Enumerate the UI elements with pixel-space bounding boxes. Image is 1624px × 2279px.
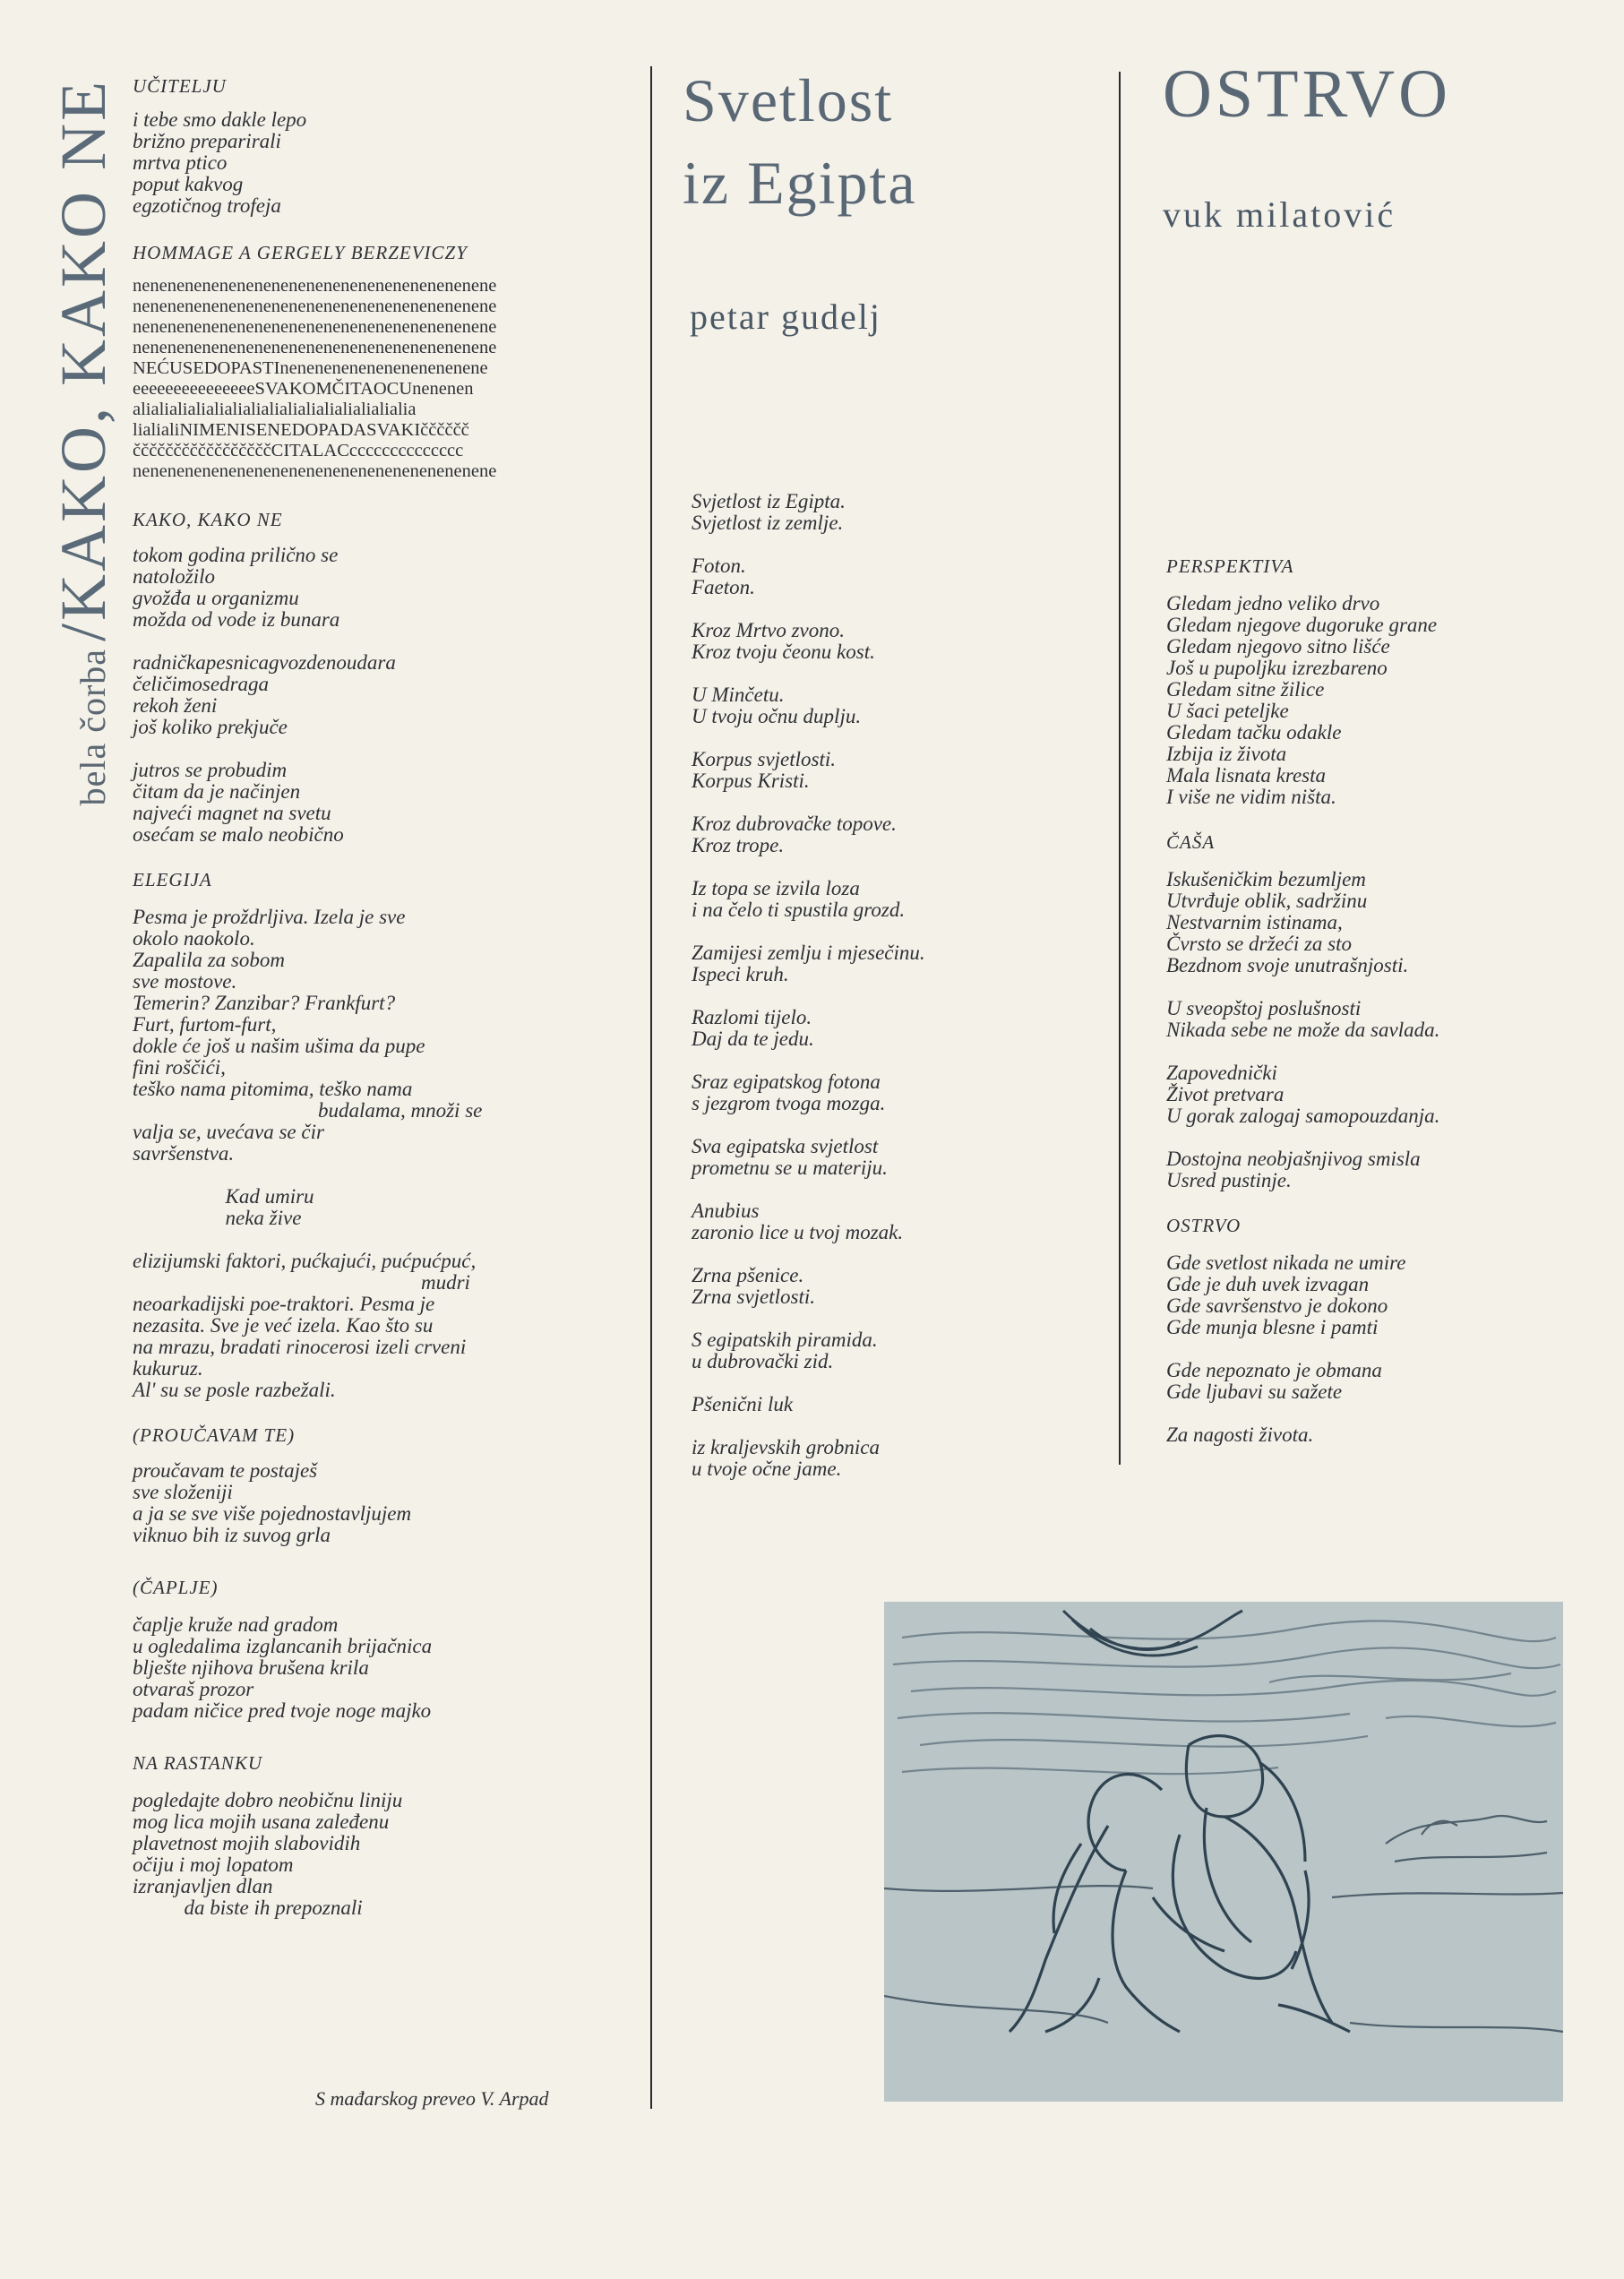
- poem-line: mudri: [133, 1271, 470, 1294]
- poem-line: Gledam njegove dugoruke grane: [1166, 614, 1438, 636]
- poem-line: Korpus Kristi.: [692, 770, 810, 792]
- stanza: [692, 1265, 1121, 1308]
- poem-line: čitam da je načinjen: [133, 780, 301, 803]
- stanza: [133, 760, 652, 846]
- translator-credit: S mađarskog preveo V. Arpad: [315, 2087, 549, 2110]
- poem-line: Kroz Mrtvo zvono.: [692, 619, 846, 641]
- stanza: [692, 1136, 1121, 1179]
- poem-line: nenenenenenenenenenenenenenenenenenenenene: [133, 338, 497, 357]
- poem-line: mog lica mojih usana zaleđenu: [133, 1810, 390, 1833]
- poem-line: egzotičnog trofeja: [133, 194, 281, 217]
- poem-line: valja se, uvećava se čir: [133, 1121, 324, 1143]
- poem-line: Zamijesi zemlju i mjesečinu.: [692, 942, 925, 964]
- poem-line: Zrna svjetlosti.: [692, 1286, 816, 1308]
- poem-line: Kad umiru: [133, 1185, 314, 1208]
- poem-line: Mala lisnata kresta: [1166, 764, 1327, 787]
- poem-line: Utvrđuje oblik, sadržinu: [1166, 890, 1368, 912]
- poem-line: Sraz egipatskog fotona: [692, 1071, 881, 1093]
- poem-line: padam ničice pred tvoje noge majko: [133, 1699, 432, 1722]
- section3-author: vuk milatović: [1163, 194, 1396, 235]
- poem-line: kukuruz.: [133, 1357, 203, 1380]
- poem-line: Iskušeničkim bezumljem: [1166, 868, 1366, 890]
- poem-line: blješte njihova brušena krila: [133, 1656, 369, 1679]
- section3-column: [1166, 555, 1596, 1469]
- poem-line: alialialialialialialialialialialialialialialia: [133, 400, 417, 419]
- poem-line: Gde munja blesne i pamti: [1166, 1316, 1379, 1338]
- poem-line: neka žive: [133, 1207, 302, 1229]
- stanza: [692, 813, 1121, 856]
- section3-title: OSTRVO: [1163, 56, 1451, 132]
- poem-line: U sveopštoj poslušnosti: [1166, 997, 1362, 1019]
- poem-line: otvaraš prozor: [133, 1678, 254, 1700]
- poem-line: Sva egipatska svjetlost: [692, 1135, 879, 1157]
- poem-line: I više ne vidim ništa.: [1166, 786, 1336, 808]
- poem-line: Zrna pšenice.: [692, 1264, 804, 1286]
- poem-line: Korpus svjetlosti.: [692, 748, 837, 770]
- stanza: [1166, 1252, 1596, 1338]
- poem-line: Gde savršenstvo je dokono: [1166, 1294, 1388, 1317]
- stanza: [692, 1329, 1121, 1372]
- poem-line: savršenstva.: [133, 1142, 235, 1165]
- stanza: [1166, 1062, 1596, 1127]
- poem-line: Faeton.: [692, 576, 755, 598]
- section1-title: KAKO, KAKO NE: [47, 79, 119, 621]
- stanza: [692, 491, 1121, 534]
- poem-line: Čvrsto se držeći za sto: [1166, 933, 1352, 955]
- poem-line: iz kraljevskih grobnica: [692, 1436, 880, 1458]
- poem-hommage: [133, 242, 652, 482]
- sketch-illustration: [884, 1602, 1563, 2102]
- stanza: [1166, 998, 1596, 1041]
- poem-title: UČITELJU: [133, 75, 227, 97]
- poem-line: nezasita. Sve je već izela. Kao što su: [133, 1314, 434, 1337]
- poem-line: Pšenični luk: [692, 1393, 794, 1415]
- poem-line: i na čelo ti spustila grozd.: [692, 899, 906, 921]
- poem-line: nenenenenenenenenenenenenenenenenenenenene: [133, 297, 497, 316]
- poem-line: gvožđa u organizmu: [133, 587, 299, 609]
- poem-line: osećam se malo neobično: [133, 823, 344, 846]
- poem-line: pogledajte dobro neobičnu liniju: [133, 1789, 403, 1811]
- poem-line: čaplje kruže nad gradom: [133, 1613, 339, 1636]
- poem-line: čeličimosedraga: [133, 673, 270, 695]
- poem-line: Svjetlost iz zemlje.: [692, 512, 844, 534]
- poem-line: Gde svetlost nikada ne umire: [1166, 1251, 1406, 1274]
- poem-proucavam-te: [133, 1424, 652, 1546]
- stanza: [133, 907, 652, 1165]
- poem-line: budalama, množi se: [133, 1099, 483, 1122]
- poem-line: još koliko prekjuče: [133, 716, 288, 738]
- poem-line: U šaci peteljke: [1166, 700, 1289, 722]
- poem-elegija: [133, 869, 652, 1401]
- poem-line: okolo naokolo.: [133, 927, 255, 950]
- stanza: [692, 878, 1121, 921]
- poem-line: Furt, furtom-furt,: [133, 1013, 277, 1036]
- poem-line: na mrazu, bradati rinocerosi izeli crveni: [133, 1336, 467, 1358]
- poem-title: ELEGIJA: [133, 869, 212, 890]
- section2-title-line: Svetlost: [683, 66, 894, 134]
- poem-casa: [1166, 831, 1596, 1191]
- poem-line: Gledam tačku odakle: [1166, 721, 1342, 744]
- poem-ucitelju: [133, 75, 652, 217]
- poem-line: očiju i moj lopatom: [133, 1853, 294, 1876]
- poem-line: i tebe smo dakle lepo: [133, 108, 307, 131]
- poem-line: Gledam jedno veliko drvo: [1166, 592, 1380, 615]
- stanza: [692, 1007, 1121, 1050]
- poem-line: Gde je duh uvek izvagan: [1166, 1273, 1370, 1295]
- poem-line: Kroz tvoju čeonu kost.: [692, 641, 875, 663]
- section2-title: [683, 59, 917, 224]
- column-divider: [650, 66, 652, 2109]
- poem-line: viknuo bih iz suvog grla: [133, 1524, 331, 1546]
- poem-line: čččččččččččččččččCITALACcccccccccccccc: [133, 441, 464, 460]
- stanza: [692, 1394, 1121, 1415]
- stanza: [692, 1200, 1121, 1243]
- poem-body: [133, 276, 652, 482]
- poem-line: U tvoju očnu duplju.: [692, 705, 862, 727]
- poem-line: Iz topa se izvila loza: [692, 877, 860, 899]
- poem-title: ČAŠA: [1166, 831, 1216, 853]
- stanza: [1166, 1424, 1596, 1446]
- poem-line: natoložilo: [133, 565, 216, 588]
- poem-line: nenenenenenenenenenenenenenenenenenenenene: [133, 461, 497, 481]
- poem-line: Temerin? Zanzibar? Frankfurt?: [133, 992, 396, 1014]
- stanza: [1166, 1148, 1596, 1191]
- poem-line: Svjetlost iz Egipta.: [692, 490, 846, 512]
- poem-line: Još u pupoljku izrezbareno: [1166, 657, 1388, 679]
- poem-line: elizijumski faktori, pućkajući, pućpućpuć,: [133, 1250, 477, 1272]
- poem-line: sve mostove.: [133, 970, 237, 993]
- stanza: [692, 1071, 1121, 1114]
- poem-line: eeeeeeeeeeeeeeeSVAKOMČITAOCUnenenen: [133, 379, 474, 399]
- poem-line: da biste ih prepoznali: [133, 1896, 363, 1919]
- poem-line: Ispeci kruh.: [692, 963, 789, 985]
- poem-line: Kroz dubrovačke topove.: [692, 813, 897, 835]
- poem-line: Anubius: [692, 1200, 760, 1222]
- poem-line: Gledam sitne žilice: [1166, 678, 1325, 701]
- poem-line: plavetnost mojih slabovidih: [133, 1832, 361, 1854]
- poem-line: poput kakvog: [133, 173, 244, 195]
- poem-line: tokom godina prilično se: [133, 544, 339, 566]
- crouching-figures-sketch: [884, 1602, 1563, 2102]
- poem-line: mrtva ptico: [133, 151, 228, 174]
- stanza: [692, 684, 1121, 727]
- poem-title: NA RASTANKU: [133, 1752, 262, 1774]
- stanza: [692, 555, 1121, 598]
- stanza: [692, 942, 1121, 985]
- poem-line: Foton.: [692, 555, 746, 577]
- poem-line: u tvoje očne jame.: [692, 1458, 842, 1480]
- section2-column: [692, 491, 1121, 1501]
- poem-line: Pesma je proždrljiva. Izela je sve: [133, 906, 406, 928]
- poem-line: Daj da te jedu.: [692, 1028, 814, 1050]
- poem-title: HOMMAGE A GERGELY BERZEVICZY: [133, 242, 468, 263]
- stanza: [133, 652, 652, 738]
- section1-vertical-title: [47, 79, 119, 1002]
- poem-title: PERSPEKTIVA: [1166, 555, 1294, 577]
- poem-line: zaronio lice u tvoj mozak.: [692, 1221, 904, 1243]
- section2-title-line: iz Egipta: [683, 149, 917, 217]
- poem-perspektiva: [1166, 555, 1596, 808]
- poem-line: Zapovednički: [1166, 1062, 1277, 1084]
- section2-author: petar gudelj: [690, 297, 881, 337]
- poem-line: izranjavljen dlan: [133, 1875, 273, 1897]
- stanza: [133, 1186, 652, 1229]
- poem-ostrvo: [1166, 1215, 1596, 1446]
- poem-line: možda od vode iz bunara: [133, 608, 340, 631]
- poem-line: Kroz trope.: [692, 834, 785, 856]
- poem-line: nenenenenenenenenenenenenenenenenenenenene: [133, 317, 497, 337]
- poem-line: Razlomi tijelo.: [692, 1006, 812, 1028]
- section1-slash: /: [47, 620, 119, 641]
- poem-line: najveći magnet na svetu: [133, 802, 331, 824]
- poem-line: Dostojna neobjašnjivog smisla: [1166, 1148, 1421, 1170]
- stanza: [1166, 1360, 1596, 1403]
- poem-title: OSTRVO: [1166, 1215, 1242, 1236]
- poem-line: neoarkadijski poe-traktori. Pesma je: [133, 1293, 435, 1315]
- poem-line: proučavam te postaješ: [133, 1459, 318, 1482]
- poem-line: dokle će još u našim ušima da pupe: [133, 1035, 425, 1057]
- poem-title: (ČAPLJE): [133, 1577, 219, 1598]
- stanza: [692, 749, 1121, 792]
- section1-author: bela čorba: [73, 648, 113, 806]
- poem-line: sve složeniji: [133, 1481, 233, 1503]
- poem-line: radničkapesnicagvozdenoudara: [133, 651, 396, 674]
- stanza: [1166, 869, 1596, 976]
- poem-line: s jezgrom tvoga mozga.: [692, 1092, 886, 1114]
- poem-kako-kako-ne: [133, 509, 652, 846]
- stanza: [692, 1437, 1121, 1480]
- poem-line: lialialiNIMENISENEDOPADASVAKIčččččč: [133, 420, 469, 440]
- stanza: [133, 545, 652, 631]
- poem-line: nenenenenenenenenenenenenenenenenenenenene: [133, 276, 497, 296]
- poem-line: teško nama pitomima, teško nama: [133, 1078, 413, 1100]
- poem-line: Gde ljubavi su sažete: [1166, 1380, 1343, 1403]
- poem-line: U Minčetu.: [692, 684, 785, 706]
- stanza: [133, 1251, 652, 1401]
- poem-na-rastanku: [133, 1752, 652, 1919]
- poem-line: Nestvarnim istinama,: [1166, 911, 1343, 933]
- poem-line: NEĆUSEDOPASTInenenenenenenenenenenene: [133, 358, 488, 378]
- poem-line: u dubrovački zid.: [692, 1350, 834, 1372]
- poem-line: jutros se probudim: [133, 759, 288, 781]
- poem-title: KAKO, KAKO NE: [133, 509, 283, 530]
- poem-line: prometnu se u materiju.: [692, 1157, 888, 1179]
- poem-line: S egipatskih piramida.: [692, 1329, 878, 1351]
- poem-line: fini roščići,: [133, 1056, 226, 1079]
- poem-line: brižno preparirali: [133, 130, 281, 152]
- section1-column: [133, 75, 652, 1942]
- poem-line: Izbija iz života: [1166, 743, 1287, 765]
- poem-line: Gde nepoznato je obmana: [1166, 1359, 1382, 1381]
- poem-line: Život pretvara: [1166, 1083, 1285, 1105]
- stanza: [692, 620, 1121, 663]
- poem-line: rekoh ženi: [133, 694, 218, 717]
- poem-line: Usred pustinje.: [1166, 1169, 1292, 1191]
- poem-line: U gorak zalogaj samopouzdanja.: [1166, 1105, 1440, 1127]
- poem-line: Nikada sebe ne može da savlada.: [1166, 1019, 1440, 1041]
- poem-title: (PROUČAVAM TE): [133, 1424, 296, 1446]
- poem-caplje: [133, 1577, 652, 1722]
- poem-line: Al' su se posle razbežali.: [133, 1379, 336, 1401]
- poem-line: Zapalila za sobom: [133, 949, 285, 971]
- poem-line: Za nagosti života.: [1166, 1423, 1314, 1446]
- poem-line: a ja se sve više pojednostavljujem: [133, 1502, 412, 1525]
- poem-line: u ogledalima izglancanih brijačnica: [133, 1635, 433, 1657]
- poem-line: Bezdnom svoje unutrašnjosti.: [1166, 954, 1409, 976]
- poem-line: Gledam njegovo sitno lišće: [1166, 635, 1390, 658]
